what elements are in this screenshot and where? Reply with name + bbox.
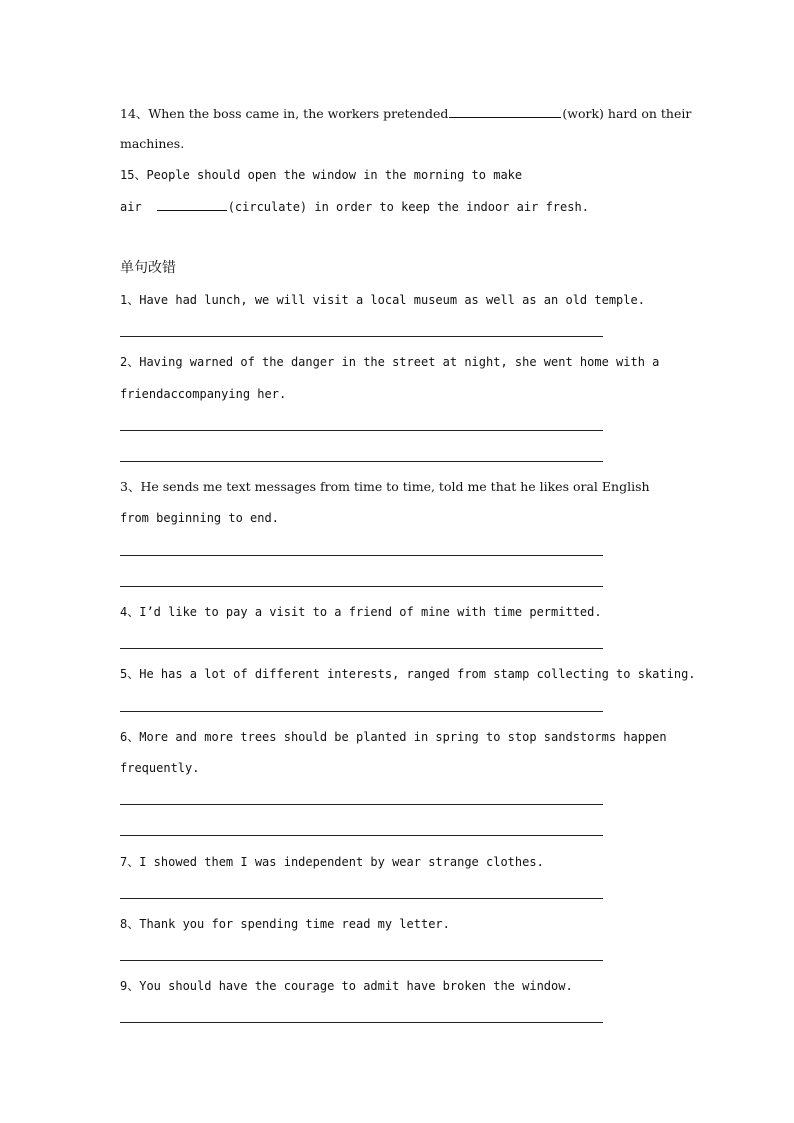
correction-item-5-line-1: 5、He has a lot of different interests, ranged from stamp collecting to skating.: [120, 667, 696, 681]
answer-line-7a[interactable]: [120, 898, 603, 899]
correction-item-2-line-1: 2、Having warned of the danger in the street at night, she went home with a: [120, 355, 660, 369]
answer-line-4a[interactable]: [120, 648, 603, 649]
question-15-line-2: [120, 198, 589, 215]
answer-line-2a[interactable]: [120, 430, 603, 431]
correction-item-6-line-2: frequently.: [120, 761, 200, 775]
question-15-blank[interactable]: [157, 198, 227, 211]
correction-item-1-line-1: 1、Have had lunch, we will visit a local museum as well as an old temple.: [120, 293, 645, 307]
section-title-correction: 单句改错: [120, 260, 176, 276]
correction-item-9-line-1: 9、You should have the courage to admit have broken the window.: [120, 979, 573, 993]
question-14-text-a: 14、When the boss came in, the workers pretended: [120, 106, 449, 121]
question-14-text-b: (work) hard on their: [562, 106, 692, 121]
answer-line-3b[interactable]: [120, 586, 603, 587]
correction-item-6-line-1: 6、More and more trees should be planted in spring to stop sandstorms happen: [120, 730, 667, 744]
answer-line-8a[interactable]: [120, 960, 603, 961]
correction-item-3-line-1: 3、He sends me text messages from time to time, told me that he likes oral English: [120, 479, 650, 494]
answer-line-3a[interactable]: [120, 555, 603, 556]
correction-item-4-line-1: 4、I’d like to pay a visit to a friend of mine with time permitted.: [120, 605, 602, 619]
correction-item-2-line-2: friendaccompanying her.: [120, 387, 287, 401]
question-15-text-b: (circulate) in order to keep the indoor air fresh.: [227, 200, 589, 214]
correction-item-7-line-1: 7、I showed them I was independent by wear strange clothes.: [120, 855, 544, 869]
answer-line-6b[interactable]: [120, 835, 603, 836]
answer-line-6a[interactable]: [120, 804, 603, 805]
question-14-blank[interactable]: [449, 105, 561, 118]
answer-line-1a[interactable]: [120, 336, 603, 337]
answer-line-5a[interactable]: [120, 711, 603, 712]
answer-line-9a[interactable]: [120, 1022, 603, 1023]
answer-line-2b[interactable]: [120, 461, 603, 462]
correction-item-3-line-2: from beginning to end.: [120, 511, 279, 525]
question-15-line-1: 15、People should open the window in the morning to make: [120, 168, 523, 182]
correction-item-8-line-1: 8、Thank you for spending time read my letter.: [120, 917, 450, 931]
question-14-line-2: machines.: [120, 136, 185, 151]
question-14-line-1: [120, 105, 691, 122]
question-15-text-a: air: [120, 200, 142, 214]
